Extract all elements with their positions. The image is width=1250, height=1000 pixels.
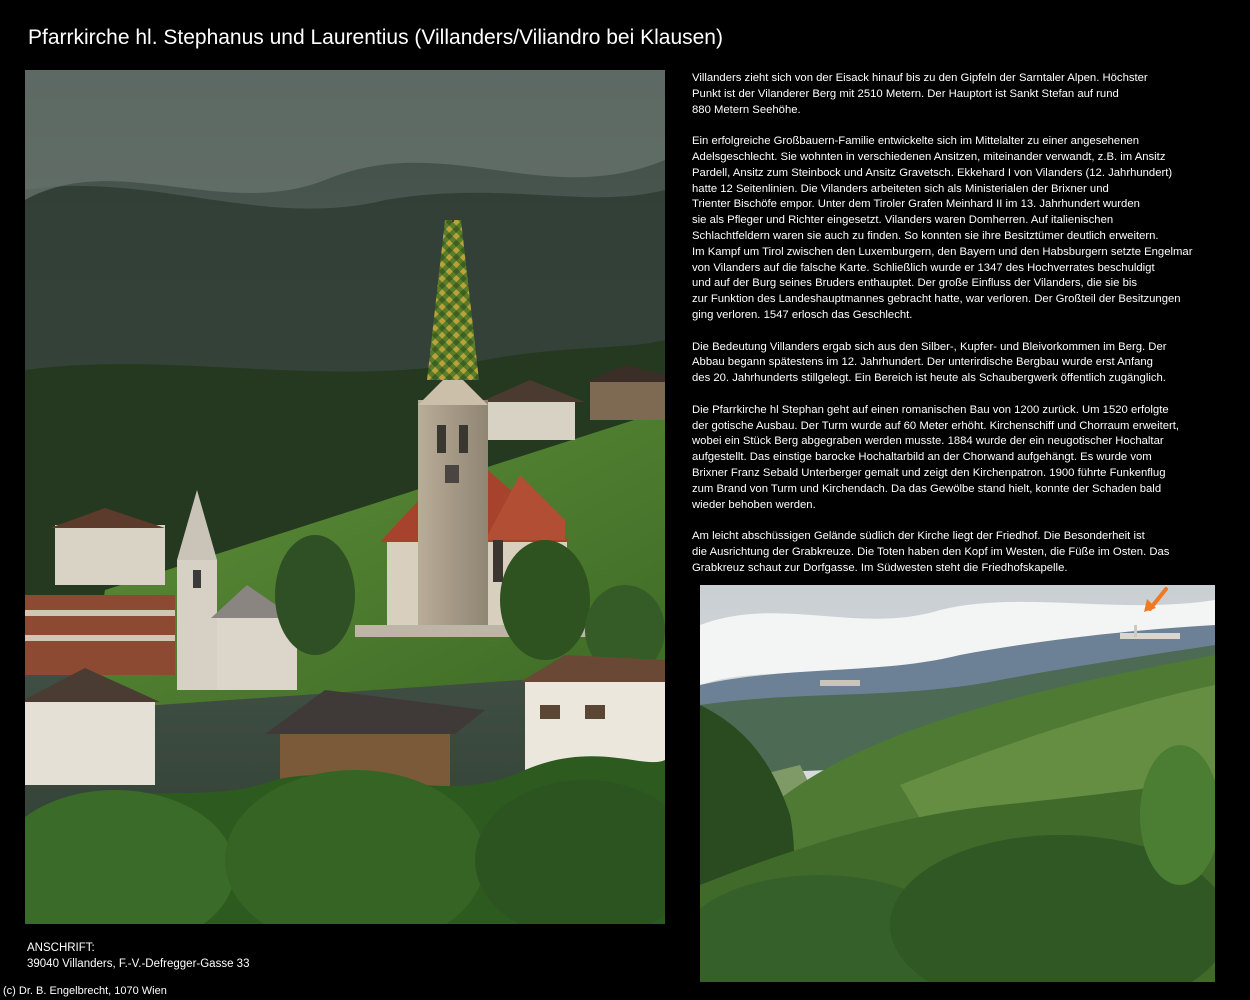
address-block [27,940,249,972]
paragraph-cemetery: Am leicht abschüssigen Gelände südlich der Kirche liegt der Friedhof. Die Besonderheit ist die Ausrichtung der Grabkreuze. Die Toten haben den Kopf im Westen, die Füße im Osten. Das Grabkreuz schaut zur Dorfgasse. Im Südwesten steht die Friedhofskapelle. [692,530,1170,574]
paragraph-family-history: Ein erfolgreiche Großbauern-Familie entwickelte sich im Mittelalter zu einer angesehenen Adelsgeschlecht. Sie wohnten in verschiedenen Ansitzen, miteinander verwandt, z.B. im Ansitz Pardell, Ansitz zum Steinbock und Ansitz Gravetsch. Ekkehard I von Vilanders (12. Jahrhundert) hatte 12 Seitenlinien. Die Vilanders arbeiteten sich als Ministerialen der Brixner und Trienter Bischöfe empor. Unter dem Tiroler Grafen Meinhard II im 13. Jahrhundert wurden sie als Pfleger und Richter eingesetzt. Vilanders waren Domherren. Auf italienischen Schlachtfeldern waren sie auch zu finden. So konnten sie ihre Besitztümer deutlich erweitern. Im Kampf um Tirol zwischen den Luxemburgern, den Bayern und den Habsburgern setzte Engelmar von Vilanders auf die falsche Karte. Schließlich wurde er 1347 des Hochverrates beschuldigt und auf der Burg seines Bruders enthauptet. Der große Einfluss der Vilanders, die sie bis zur Funktion des Landeshauptmannes gebracht hatte, war verloren. Der Großteil der Besitzungen ging verloren. 1547 erlosch das Geschlecht. [692,135,1193,321]
address-line: 39040 Villanders, F.-V.-Defregger-Gasse 33 [27,958,250,970]
description-text [692,71,1237,592]
page-title: Pfarrkirche hl. Stephanus und Laurentius (Villanders/Viliandro bei Klausen) [28,26,723,49]
copyright-notice: (c) Dr. B. Engelbrecht, 1070 Wien [3,985,167,997]
paragraph-church-history: Die Pfarrkirche hl Stephan geht auf einen romanischen Bau von 1200 zurück. Um 1520 erfolgte der gotische Ausbau. Der Turm wurde auf 60 Meter erhöht. Kirchenschiff und Chorraum erweitert, wobei ein Stück Berg abgegraben werden musste. 1884 wurde der ein neugotischer Hochaltar aufgestellt. Das einstige barocke Hochaltarbild an der Chorwand aufgehängt. Es wurde vom Brixner Franz Sebald Unterberger gemalt und zeigt den Kirchenpatron. 1900 führte Funkenflug zum Brand von Turm und Kirchendach. Da das Gewölbe stand hielt, konnte der Schaden bald wieder behoben werden. [692,403,1180,511]
address-label: ANSCHRIFT: [27,942,95,954]
valley-photo [700,585,1215,982]
church-photo [25,70,665,924]
paragraph-mining: Die Bedeutung Villanders ergab sich aus den Silber-, Kupfer- und Bleivorkommen im Berg. Der Abbau begann spätestens im 12. Jahrhundert. Der unterirdische Bergbau wurde erst Anfang des 20. Jahrhunderts stillgelegt. Ein Bereich ist heute als Schaubergwerk öffentlich zugänglich. [692,340,1167,385]
paragraph-overview: Villanders zieht sich von der Eisack hinauf bis zu den Gipfeln der Sarntaler Alpen. Höchster Punkt ist der Vilanderer Berg mit 2510 Metern. Der Hauptort ist Sankt Stefan auf rund 880 Metern Seehöhe. [692,72,1148,116]
arrow-marker-icon [1140,585,1180,615]
